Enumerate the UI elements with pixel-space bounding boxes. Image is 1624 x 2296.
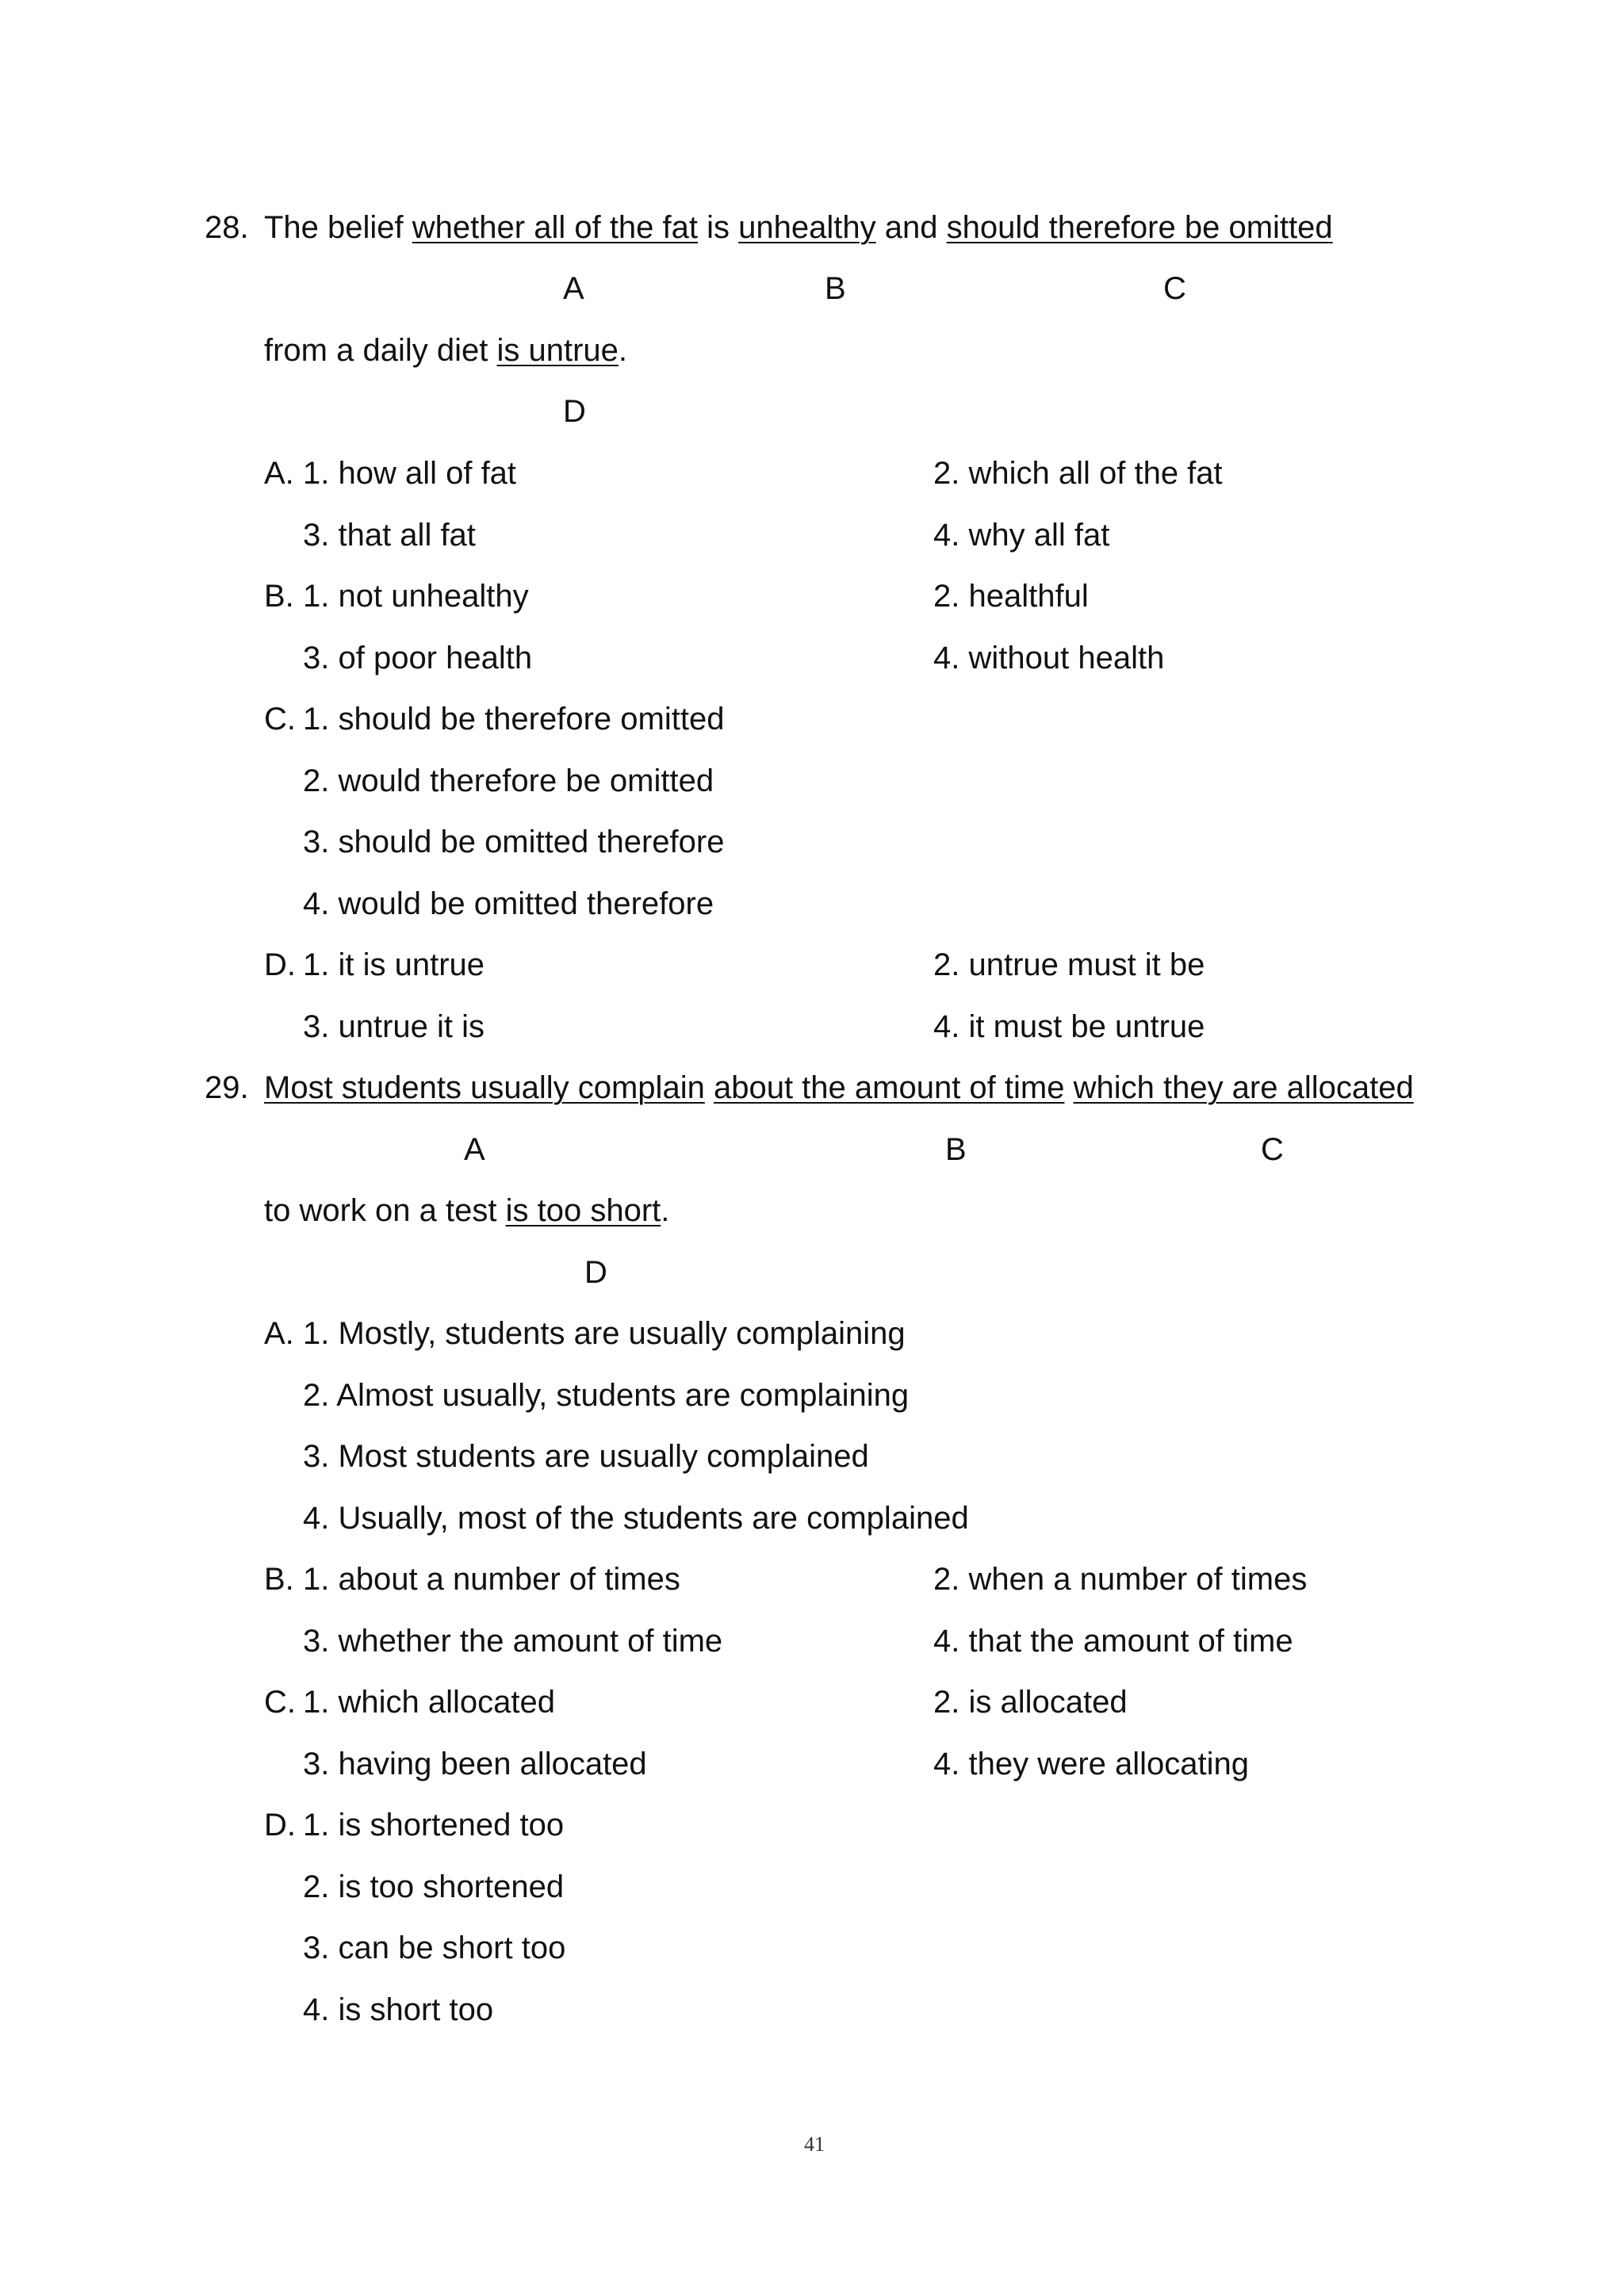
q28-option-c-letter: C. bbox=[264, 702, 296, 737]
q28-marker-d: D bbox=[563, 394, 586, 429]
q28-option-b3: 3. of poor health bbox=[303, 641, 533, 675]
q28-text-2: is bbox=[707, 210, 730, 245]
q28-underlined-b: unhealthy bbox=[738, 210, 876, 245]
q28-option-c4: 4. would be omitted therefore bbox=[303, 886, 714, 921]
q29-option-a1: 1. Mostly, students are usually complaining bbox=[303, 1316, 906, 1351]
q29-option-c2: 2. is allocated bbox=[933, 1685, 1128, 1720]
q28-option-a1: 1. how all of fat bbox=[303, 456, 517, 491]
q29-underlined-d: is too short bbox=[505, 1193, 661, 1228]
question-28-sentence-line1 bbox=[264, 209, 1333, 247]
q29-marker-a: A bbox=[464, 1132, 485, 1167]
q28-option-d-letter: D. bbox=[264, 947, 296, 982]
q29-option-a-letter: A. bbox=[264, 1316, 294, 1351]
q28-option-b4: 4. without health bbox=[933, 641, 1165, 675]
q28-text-5: . bbox=[618, 333, 628, 368]
q28-option-c2: 2. would therefore be omitted bbox=[303, 763, 714, 798]
q29-option-d3: 3. can be short too bbox=[303, 1931, 566, 1965]
q28-option-b1: 1. not unhealthy bbox=[303, 579, 529, 614]
q29-option-c-letter: C. bbox=[264, 1685, 296, 1720]
q28-text-4: from a daily diet bbox=[264, 333, 488, 368]
q28-option-a3: 3. that all fat bbox=[303, 518, 476, 553]
q28-option-a4: 4. why all fat bbox=[933, 518, 1110, 553]
q29-option-c3: 3. having been allocated bbox=[303, 1747, 647, 1781]
q28-marker-a: A bbox=[563, 271, 584, 306]
q29-option-c1: 1. which allocated bbox=[303, 1685, 555, 1720]
q29-text-1: to work on a test bbox=[264, 1193, 497, 1228]
q29-option-b3: 3. whether the amount of time bbox=[303, 1624, 723, 1659]
q29-marker-d: D bbox=[584, 1255, 607, 1290]
q29-underlined-c: which they are allocated bbox=[1073, 1070, 1414, 1105]
q29-option-b2: 2. when a number of times bbox=[933, 1562, 1308, 1597]
question-29-number: 29. bbox=[205, 1070, 249, 1105]
q28-option-a2: 2. which all of the fat bbox=[933, 456, 1223, 491]
q28-option-d1: 1. it is untrue bbox=[303, 947, 485, 982]
q29-text-2: . bbox=[661, 1193, 670, 1228]
q29-marker-b: B bbox=[945, 1132, 967, 1167]
q29-option-b-letter: B. bbox=[264, 1562, 294, 1597]
q28-text-1: The belief bbox=[264, 210, 404, 245]
q28-marker-b: B bbox=[825, 271, 846, 306]
q28-option-b-letter: B. bbox=[264, 579, 294, 614]
q28-option-c1: 1. should be therefore omitted bbox=[303, 702, 725, 737]
q29-option-d4: 4. is short too bbox=[303, 1992, 494, 2027]
q28-option-c3: 3. should be omitted therefore bbox=[303, 825, 725, 859]
q29-option-d-letter: D. bbox=[264, 1808, 296, 1843]
q29-marker-c: C bbox=[1261, 1132, 1284, 1167]
question-28-sentence-line2 bbox=[264, 331, 627, 369]
page-number: 41 bbox=[804, 2133, 825, 2156]
question-28-number: 28. bbox=[205, 210, 249, 245]
q28-option-a-letter: A. bbox=[264, 456, 294, 491]
q28-text-3: and bbox=[884, 210, 938, 245]
q28-option-b2: 2. healthful bbox=[933, 579, 1089, 614]
q29-option-d2: 2. is too shortened bbox=[303, 1869, 565, 1904]
q29-option-c4: 4. they were allocating bbox=[933, 1747, 1250, 1781]
q28-underlined-d: is untrue bbox=[496, 333, 619, 368]
q28-underlined-a: whether all of the fat bbox=[412, 210, 699, 245]
q28-option-d4: 4. it must be untrue bbox=[933, 1009, 1205, 1044]
question-29-sentence-line2 bbox=[264, 1192, 669, 1230]
q28-marker-c: C bbox=[1163, 271, 1186, 306]
q29-underlined-a: Most students usually complain bbox=[264, 1070, 705, 1105]
q29-option-a2: 2. Almost usually, students are complaining bbox=[303, 1378, 910, 1413]
q28-option-d2: 2. untrue must it be bbox=[933, 947, 1205, 982]
q29-option-d1: 1. is shortened too bbox=[303, 1808, 565, 1843]
q29-option-b4: 4. that the amount of time bbox=[933, 1624, 1293, 1659]
q29-option-a3: 3. Most students are usually complained bbox=[303, 1439, 869, 1474]
q29-option-b1: 1. about a number of times bbox=[303, 1562, 680, 1597]
q28-option-d3: 3. untrue it is bbox=[303, 1009, 485, 1044]
q28-underlined-c: should therefore be omitted bbox=[946, 210, 1333, 245]
q29-option-a4: 4. Usually, most of the students are complained bbox=[303, 1501, 969, 1536]
q29-underlined-b: about the amount of time bbox=[713, 1070, 1065, 1105]
question-29-sentence-line1 bbox=[264, 1069, 1414, 1107]
